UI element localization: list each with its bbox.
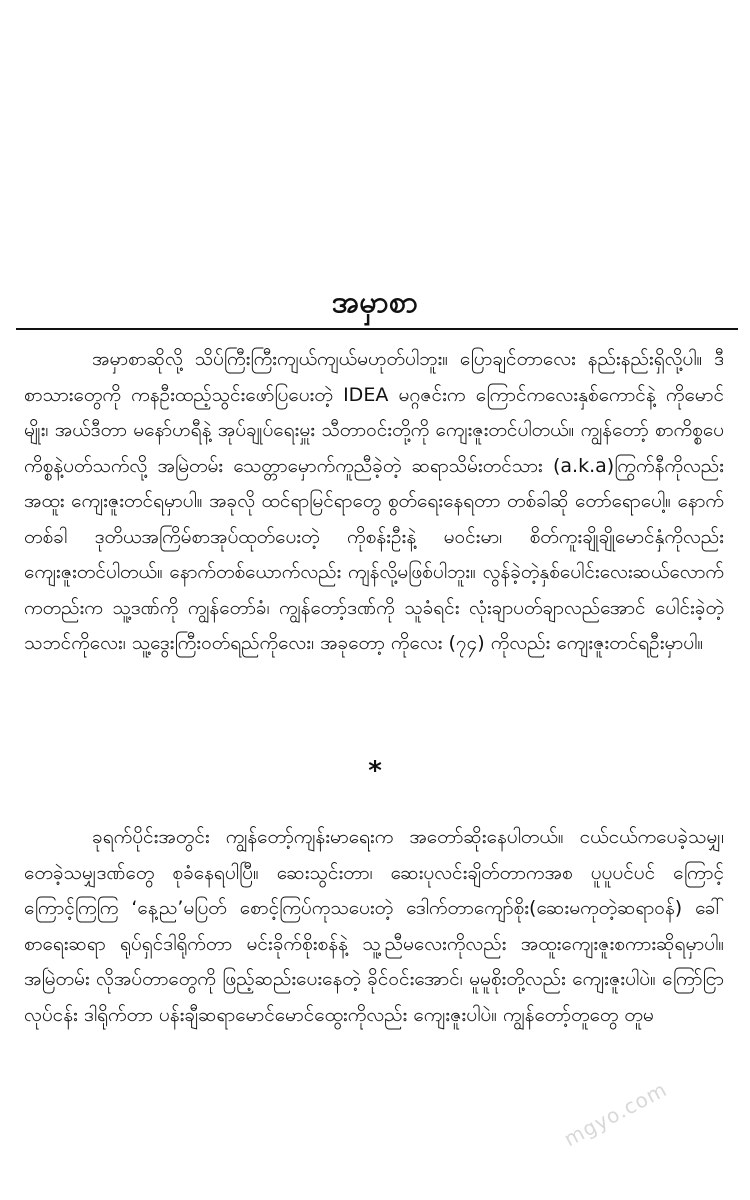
page-title: အမှာစာ: [331, 285, 419, 320]
watermark-text: mgyo.com: [560, 1076, 672, 1152]
title-underline: [16, 328, 738, 330]
section-separator: *: [368, 756, 382, 786]
paragraph-2: ခုရက်ပိုင်းအတွင်း ကျွန်တော့်ကျန်းမာရေးက အတော်ဆိုးနေပါတယ်။ ငယ်ငယ်ကပေခဲ့သမျှ၊ တေခဲ့သမျှဒဏ်တွေ စုခံနေရပါပြီ။ ဆေးသွင်းတာ၊ ဆေးပုလင်းချိတ်တာကအစ ပူပူပင်ပင် ကြောင့်ကြောင့်ကြကြ ‘နေ့ည’မပြတ် စောင့်ကြပ်ကုသပေးတဲ့ ဒေါက်တာကျော်စိုး(ဆေးမကုတဲ့ဆရာဝန်) ခေါ် စာရေးဆရာ ရုပ်ရှင်ဒါရိုက်တာ မင်းခိုက်စိုးစန်နဲ့ သူ့ညီမလေးကိုလည်း အထူးကျေးဇူးစကားဆိုရမှာပါ။ အမြဲတမ်း လိုအပ်တာတွေကို ဖြည့်ဆည်းပေးနေတဲ့ ခိုင်ဝင်းအောင်၊ မူမူစိုးတို့လည်း ကျေးဇူးပါပဲ။ ကြော်ငြာလုပ်ငန်း ဒါရိုက်တာ ပန်းချီဆရာမောင်မောင်ထွေးကိုလည်း ကျေးဇူးပါပဲ။ ကျွန်တော့်တူတွေ တူမ: [24, 826, 724, 1026]
paragraph-1: အမှာစာဆိုလို့ သိပ်ကြီးကြီးကျယ်ကျယ်မဟုတ်ပါဘူး။ ပြောချင်တာလေး နည်းနည်းရှိလို့ပါ။ ဒီစာသားတွေကို ကနဦးထည့်သွင်းဖော်ပြပေးတဲ့ IDEA မဂ္ဂဇင်းက ကြောင်ကလေးနှစ်ကောင်နဲ့ ကိုမောင်မျိုး၊ အယ်ဒီတာ မနော်ဟရီနဲ့ အုပ်ချုပ်ရေးမှူး သီတာဝင်းတို့ကို ကျေးဇူးတင်ပါတယ်။ ကျွန်တော့် စာကိစ္စပေကိစ္စနဲ့ပတ်သက်လို့ အမြဲတမ်း သေတ္တာမှောက်ကူညီခဲ့တဲ့ ဆရာသိမ်းတင်သား (a.k.a)ကြွက်နီကိုလည်း အထူး ကျေးဇူးတင်ရမှာပါ။ အခုလို ထင်ရာမြင်ရာတွေ စွတ်ရေးနေရတာ တစ်ခါဆို တော်ရောပေါ့။ နောက်တစ်ခါ ဒုတိယအကြိမ်စာအုပ်ထုတ်ပေးတဲ့ ကိုစန်းဦးနဲ့ မဝင်းမာ၊ စိတ်ကူးချိုချိုမောင်နှံကိုလည်း ကျေးဇူးတင်ပါတယ်။ နောက်တစ်ယောက်လည်း ကျန်လို့မဖြစ်ပါဘူး။ လွန်ခဲ့တဲ့နှစ်ပေါင်းလေးဆယ်လောက်ကတည်းက သူ့ဒဏ်ကို ကျွန်တော်ခံ၊ ကျွန်တော့်ဒဏ်ကို သူခံရင်း လုံးချာပတ်ချာလည်အောင် ပေါင်းခဲ့တဲ့ သဘင်ကိုလေး၊ သူ့ဒွေးကြီးဝတ်ရည်ကိုလေး၊ အခုတော့ ကိုလေး (၇၄) ကိုလည်း ကျေးဇူးတင်ရဦးမှာပါ။: [24, 348, 724, 654]
